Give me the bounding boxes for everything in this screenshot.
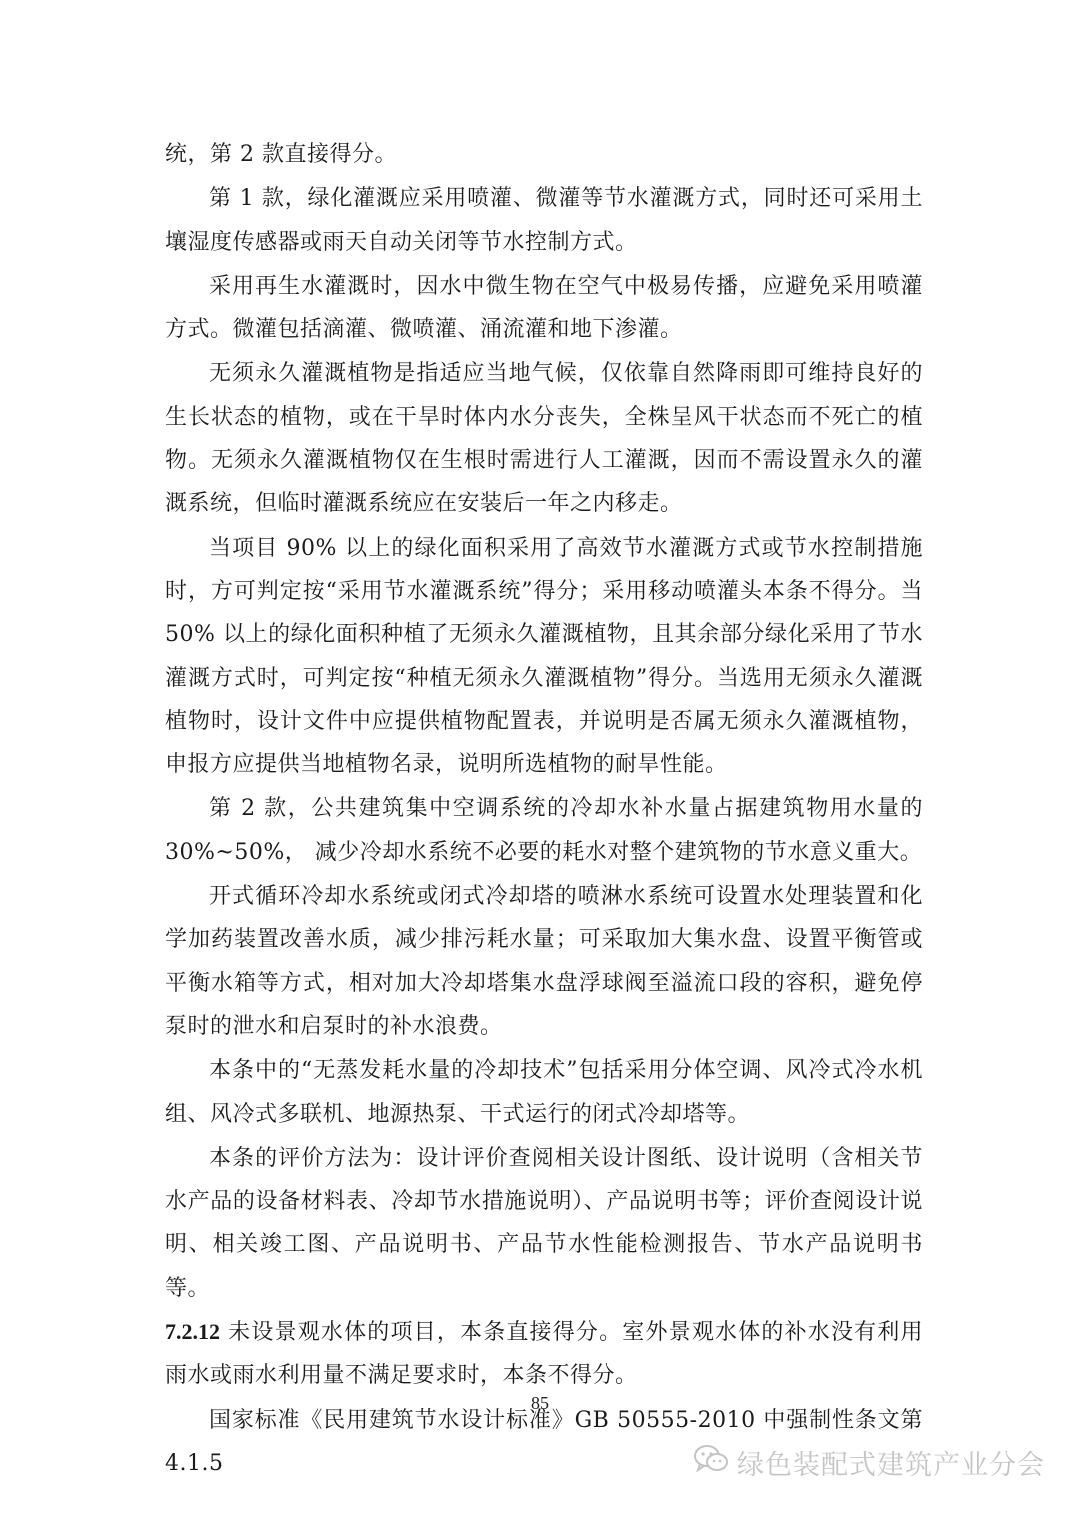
watermark-text: 绿色装配式建筑产业分会 — [737, 1450, 1045, 1481]
clause-paragraph — [165, 1310, 923, 1398]
paragraph — [165, 786, 923, 874]
paragraph-text: 无须永久灌溉植物是指适应当地气候，仅依靠自然降雨即可维持良好的生长状态的植物，或在干旱时体内水分丧失，全株呈风干状态而不死亡的植物。无须永久灌溉植物仅在生根时需进行人工灌溉，因而不需设置永久的灌溉系统，但临时灌溉系统应在安装后一年之内移走。 — [165, 361, 923, 517]
paragraph-text: 国家标准《民用建筑节水设计标准》GB 50555-2010 中强制性条文第 4.1.5 — [165, 1407, 923, 1476]
paragraph-text: 本条的评价方法为：设计评价查阅相关设计图纸、设计说明（含相关节水产品的设备材料表、冷却节水措施说明）、产品说明书等；评价查阅设计说明、相关竣工图、产品说明书、产品节水性能检测报告、节水产品说明书等。 — [165, 1145, 923, 1301]
paragraph — [165, 874, 923, 1048]
paragraph — [165, 176, 923, 264]
paragraph-text: 第 2 款，公共建筑集中空调系统的冷却水补水量占据建筑物用水量的 30%~50%， 减少冷却水系统不必要的耗水对整个建筑物的节水意义重大。 — [165, 796, 923, 865]
clause-number: 7.2.12 — [165, 1319, 220, 1345]
paragraph-text: 采用再生水灌溉时，因水中微生物在空气中极易传播，应避免采用喷灌方式。微灌包括滴灌、微喷灌、涌流灌和地下渗灌。 — [165, 273, 923, 343]
paragraph — [165, 264, 923, 352]
paragraph — [165, 1136, 923, 1310]
paragraph-text: 第 1 款，绿化灌溉应采用喷灌、微灌等节水灌溉方式，同时还可采用土壤湿度传感器或雨天自动关闭等节水控制方式。 — [165, 186, 923, 255]
page-number: 85 — [531, 1393, 549, 1413]
wechat-icon — [693, 1443, 729, 1482]
paragraph-text: 当项目 90% 以上的绿化面积采用了高效节水灌溉方式或节水控制措施时，方可判定按“采用节水灌溉系统”得分；采用移动喷灌头本条不得分。当 50% 以上的绿化面积种植了无须永久灌溉植物，且其余部分绿化采用了节水灌溉方式时，可判定按“种植无须永久灌溉植物”得分。当选用无须永久灌溉植物时，设计文件中应提供植物配置表，并说明是否属无须永久灌溉植物，申报方应提供当地植物名录，说明所选植物的耐旱性能。 — [165, 535, 923, 778]
paragraph-text: 统，第 2 款直接得分。 — [165, 142, 397, 167]
paragraph-text: 未设景观水体的项目，本条直接得分。室外景观水体的补水没有利用雨水或雨水利用量不满足要求时，本条不得分。 — [165, 1320, 923, 1389]
paragraph — [165, 132, 923, 176]
page-body — [165, 132, 923, 1485]
paragraph — [165, 1048, 923, 1136]
paragraph-text: 开式循环冷却水系统或闭式冷却塔的喷淋水系统可设置水处理装置和化学加药装置改善水质，减少排污耗水量；可采取加大集水盘、设置平衡管或平衡水箱等方式，相对加大冷却塔集水盘浮球阀至溢流口段的容积，避免停泵时的泄水和启泵时的补水浪费。 — [165, 884, 923, 1039]
paragraph-text: 本条中的“无蒸发耗水量的冷却技术”包括采用分体空调、风冷式冷水机组、风冷式多联机、地源热泵、干式运行的闭式冷却塔等。 — [165, 1058, 923, 1127]
paragraph — [165, 526, 923, 787]
watermark — [693, 1443, 1045, 1482]
paragraph — [165, 351, 923, 525]
